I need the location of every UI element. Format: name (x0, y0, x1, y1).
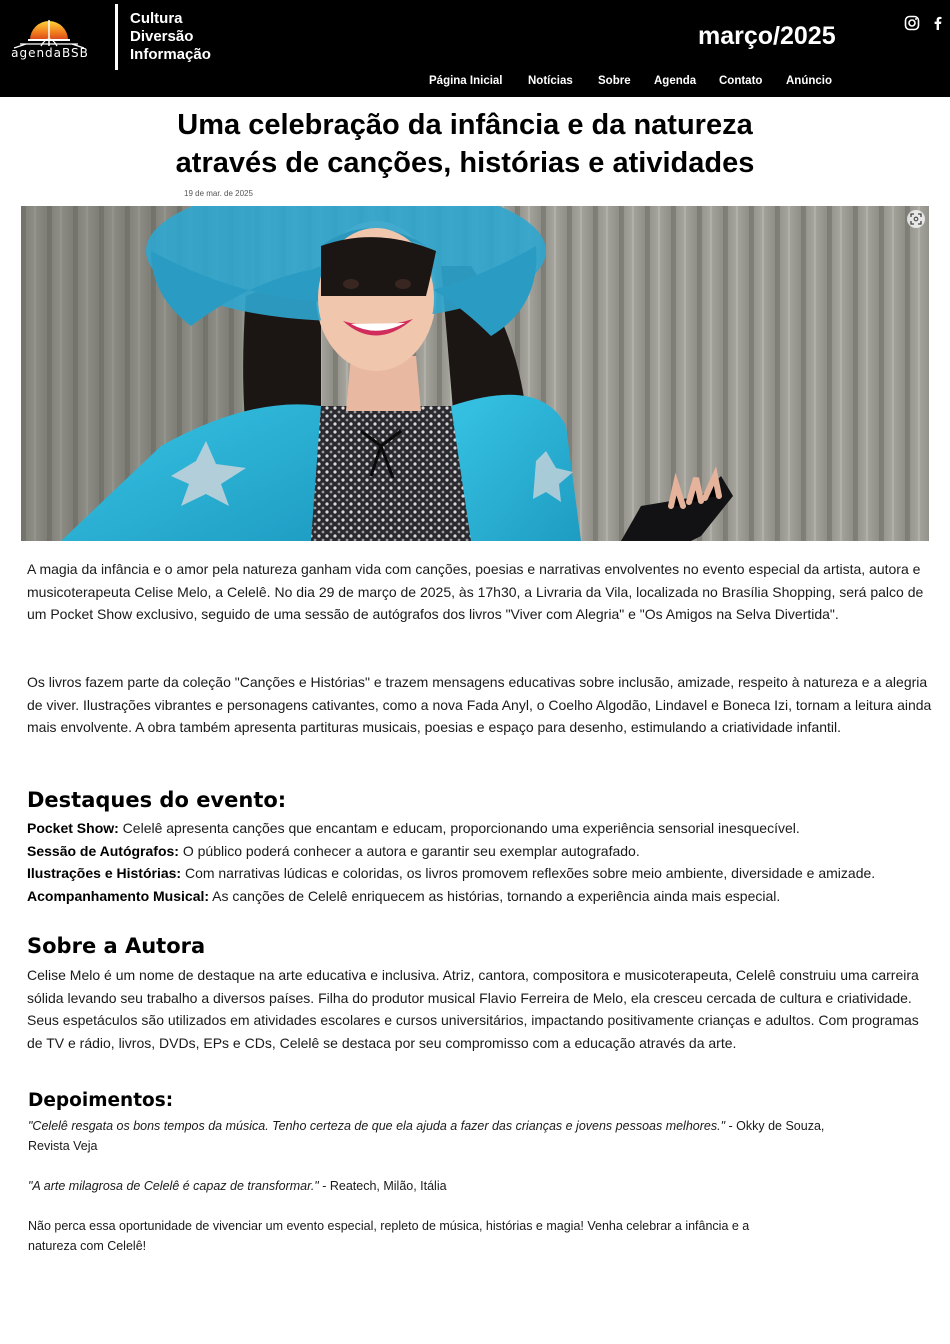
about-heading: Sobre a Autora (27, 934, 206, 958)
tagline-line: Diversão (130, 28, 194, 45)
logo-text: agendaBSB (11, 46, 89, 60)
highlight-label: Sessão de Autógrafos: (27, 843, 179, 859)
highlight-label: Ilustrações e Histórias: (27, 865, 182, 881)
facebook-icon[interactable] (930, 15, 946, 31)
tagline (130, 10, 211, 64)
highlight-item (27, 888, 932, 904)
main-nav (0, 75, 950, 91)
expand-image-button[interactable] (907, 210, 925, 228)
title-line: através de canções, histórias e atividades (175, 147, 755, 179)
title-line: Uma celebração da infância e da natureza (177, 109, 753, 141)
intro-paragraph: A magia da infância e o amor pela natureza ganham vida com canções, poesias e narrativas envolventes no evento especial da artista, autora e musicoterapeuta Celise Melo, a Celelê. No dia 29 de março de 2025, às 17h30, a Livraria da Vila, localizada no Brasília Shopping, será palco de um Pocket Show exclusivo, seguido de uma sessão de autógrafos dos livros "Viver com Alegria" e "Os Amigos na Selva Divertida". (27, 561, 924, 623)
highlight-item (27, 865, 932, 881)
nav-news[interactable]: Notícias (528, 75, 573, 87)
testimonial (28, 1176, 828, 1196)
highlight-text: As canções de Celelê enriquecem as histórias, tornando a experiência ainda mais especial. (209, 888, 781, 904)
testimonial-author: - Okky de Souza, Revista Veja (28, 1119, 825, 1153)
hero-image[interactable] (21, 206, 929, 541)
highlight-text: Com narrativas lúdicas e coloridas, os livros promovem reflexões sobre meio ambiente, diversidade e amizade. (181, 865, 876, 881)
testimonial-quote: "A arte milagrosa de Celelê é capaz de transformar." (28, 1179, 319, 1193)
highlight-label: Acompanhamento Musical: (27, 888, 210, 904)
highlights-heading: Destaques do evento: (27, 788, 287, 812)
testimonials-heading: Depoimentos: (28, 1090, 174, 1111)
edition-label: março/2025 (698, 22, 836, 50)
testimonial (28, 1116, 828, 1156)
tagline-line: Cultura (130, 10, 183, 27)
expand-icon (910, 213, 922, 225)
highlight-text: Celelê apresenta canções que encantam e educam, proporcionando uma experiência sensorial inesquecível. (118, 820, 800, 836)
highlight-item (27, 820, 932, 836)
header-divider (115, 4, 118, 70)
about-paragraph: Celise Melo é um nome de destaque na arte educativa e inclusiva. Atriz, cantora, compositora e musicoterapeuta, Celelê construiu uma carreira sólida levando seu trabalho a diversos países. Filha do produtor musical Flavio Ferreira de Melo, ela cresceu cercada de cultura e criatividade. Seus espetáculos são utilizados em atividades escolares e cursos universitários, impactando positivamente crianças e adultos. Com programas de TV e rádio, livros, DVDs, EPs e CDs, Celelê se destaca por seu compromisso com a educação através da arte. (27, 967, 919, 1052)
highlight-label: Pocket Show: (27, 820, 119, 836)
testimonial-quote: "Celelê resgata os bons tempos da música. Tenho certeza de que ela ajuda a fazer das crianças e jovens pessoas melhores." (28, 1119, 726, 1133)
highlight-item (27, 843, 932, 859)
instagram-icon[interactable] (904, 15, 920, 31)
site-header (0, 0, 950, 97)
collection-paragraph: Os livros fazem parte da coleção "Canções e Histórias" e trazem mensagens educativas sobre inclusão, amizade, respeito à natureza e a alegria de viver. Ilustrações vibrantes e personagens cativantes, como a nova Fada Anyl, o Coelho Algodão, Lindavel e Boneca Izi, tornam a leitura ainda mais envolvente. A obra também apresenta partituras musicais, poesias e espaço para desenho, estimulando a criatividade infantil. (27, 674, 932, 736)
nav-contact[interactable]: Contato (719, 75, 763, 87)
article-title (0, 106, 930, 182)
nav-agenda[interactable]: Agenda (654, 75, 697, 87)
post-date: 19 de mar. de 2025 (184, 189, 253, 198)
nav-about[interactable]: Sobre (598, 75, 631, 87)
closing-paragraph: Não perca essa oportunidade de vivenciar um evento especial, repleto de música, histórias e magia! Venha celebrar a infância e a natureza com Celelê! (28, 1219, 750, 1253)
testimonial-author: - Reatech, Milão, Itália (318, 1179, 447, 1193)
nav-ads[interactable]: Anúncio (786, 75, 832, 87)
nav-home[interactable]: Página Inicial (429, 75, 503, 87)
highlight-text: O público poderá conhecer a autora e garantir seu exemplar autografado. (178, 843, 640, 859)
tagline-line: Informação (130, 46, 211, 63)
